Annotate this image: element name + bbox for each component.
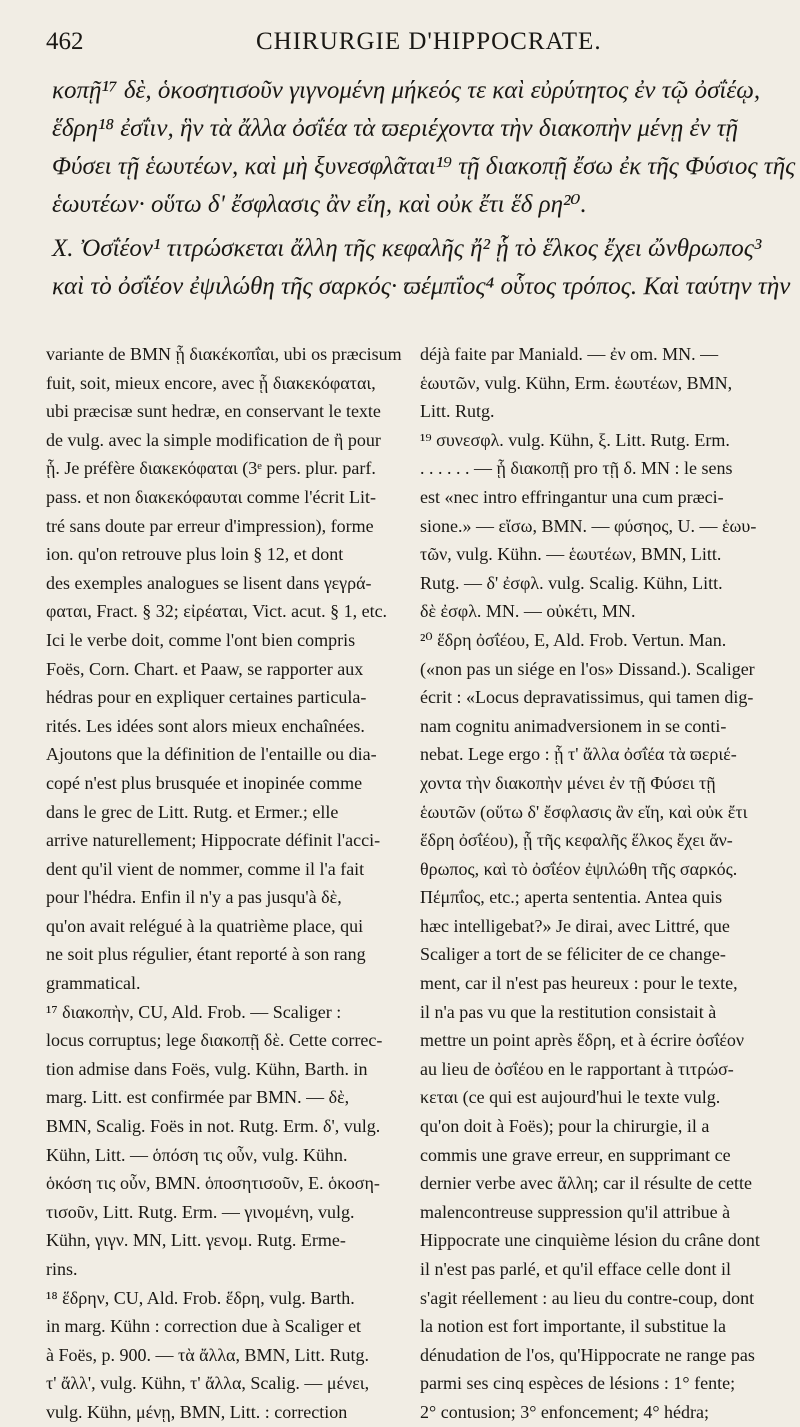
note-line: hédras pour en expliquer certaines particula- [46,687,367,708]
note-line: Hippocrate une cinquième lésion du crâne dont [420,1230,760,1251]
note-line: . . . . . . — ᾗ διακοπῇ pro τῇ δ. MN : le sens [420,458,733,479]
note-line: ment, car il n'est pas heureux : pour le texte, [420,973,738,994]
note-line: ¹⁷ διακοπὴν, CU, Ald. Frob. — Scaliger : [46,1001,342,1022]
note-line: au lieu de ὀσΐέου en le rapportant à τιτρώσ- [420,1058,734,1079]
note-line: arrive naturellement; Hippocrate définit l'acci- [46,830,381,851]
note-line: 2° contusion; 3° enfoncement; 4° hédra; [420,1401,710,1422]
running-title: CHIRURGIE D'HIPPOCRATE. [256,28,602,55]
note-line: («non pas un siége en l'os» Dissand.). Scaliger [420,658,755,679]
note-line: ubi præcisæ sunt hedræ, en conservant le texte [46,401,381,422]
left-notes-column [46,340,406,1427]
note-line: ὁκόση τις οὖν, BMN. ὁποσητισοῦν, E. ὁκοση- [46,1173,380,1194]
note-line: δὲ ἐσφλ. MN. — οὐκέτι, MN. [420,601,636,622]
note-line: fuit, soit, mieux encore, avec ᾗ διακεκόφαται, [46,372,376,393]
note-line: ¹⁸ ἕδρην, CU, Ald. Frob. ἕδρη, vulg. Barth. [46,1287,355,1308]
note-line: est «nec intro effringantur una cum præci- [420,486,724,507]
note-line: déjà faite par Maniald. — ἐν om. MN. — [420,344,719,364]
note-line: ἕδρη ὀσΐέου), ᾗ τῆς κεφαλῆς ἕλκος ἔχει ἄν- [420,830,733,851]
note-line: dernier verbe avec ἄλλη; car il résulte de cette [420,1173,752,1194]
note-line: Kühn, γιγν. MN, Litt. γενομ. Rutg. Ermе- [46,1230,346,1251]
note-line: Ajoutons que la définition de l'entaille ou dia- [46,744,377,765]
note-line: κεται (ce qui est aujourd'hui le texte vulg. [420,1087,721,1108]
note-line: s'agit réellement : au lieu du contre-coup, dont [420,1287,755,1308]
note-line: ἑωυτῶν, vulg. Kühn, Erm. ἑωυτέων, BMN, [420,372,733,393]
note-line: BMN, Scalig. Foës in not. Rutg. Erm. δ', vulg. [46,1116,381,1137]
note-line: la notion est fort importante, il substitue la [420,1316,726,1337]
note-line: pour l'hédra. Enfin il n'y a pas jusqu'à δὲ, [46,887,342,908]
note-line: de vulg. avec la simple modification de ἢ pour [46,429,381,450]
note-line: φαται, Fract. § 32; εἰρέαται, Vict. acut. § 1, etc. [46,601,388,622]
note-line: ion. qu'on retrouve plus loin § 12, et dont [46,544,344,565]
note-line: vulg. Kühn, μένῃ, BMN, Litt. : correction [46,1401,348,1422]
note-line: pass. et non διακεκόφαυται comme l'écrit Lit- [46,486,376,507]
note-line: Rutg. — δ' ἐσφλ. vulg. Scalig. Kühn, Litt. [420,572,723,593]
greek-line: ἑωυτέων· οὕτω δ' ἔσφλασις ἂν εἴη, καὶ οὐκ ἔτι ἕδ ρη²⁰. [52,191,587,218]
note-line: ne soit plus régulier, étant reporté à son rang [46,944,366,965]
note-line: Litt. Rutg. [420,401,495,422]
greek-line: καὶ τὸ ὀσΐέον ἐψιλώθη τῆς σαρκός· ϖέμπΐος⁴ οὗτος τρόπος. Καὶ ταύτην τὴν [52,273,791,300]
note-line: ἑωυτῶν (οὕτω δ' ἔσφλασις ἂν εἴη, καὶ οὐκ ἔτι [420,801,748,822]
note-line: marg. Litt. est confirmée par BMN. — δὲ, [46,1087,350,1108]
note-line: copé n'est plus brusquée et inopinée comme [46,772,363,793]
greek-line: κοπῇ¹⁷ δὲ, ὁκοσητισοῦν γιγνομένη μήκεός τε καὶ εὐρύτητος ἐν τῷ ὀσΐέῳ, [52,77,761,104]
note-line: qu'on avait relégué à la quatrième place, qui [46,915,364,936]
note-line: Foës, Corn. Chart. et Paaw, se rapporter aux [46,658,364,679]
note-line: Scaliger a tort de se féliciter de ce change- [420,944,726,965]
note-line: θρωπος, καὶ τὸ ὀσΐέον ἐψιλώθη τῆς σαρκός. [420,858,738,879]
note-line: locus corruptus; lege διακοπῇ δὲ. Cette correc- [46,1030,383,1051]
note-line: parmi ses cinq espèces de lésions : 1° fente; [420,1373,736,1394]
note-line: nebat. Lege ergo : ᾗ τ' ἄλλα ὀσΐέα τὰ ϖεριέ- [420,744,737,765]
right-notes-column [420,340,770,1427]
note-line: Kühn, Litt. — ὁπόση τις οὖν, vulg. Kühn. [46,1144,348,1165]
note-line: malencontreuse suppression qu'il attribue à [420,1201,731,1222]
page-number: 462 [46,28,84,55]
note-line: ¹⁹ συνεσφλ. vulg. Kühn, ξ. Litt. Rutg. Erm. [420,429,730,450]
note-line: variante de BMN ᾗ διακέκοπΐαι, ubi os præcisum [46,344,402,364]
note-line: il n'a pas vu que la restitution consistait à [420,1001,717,1022]
note-line: commis une grave erreur, en supprimant ce [420,1144,731,1165]
note-line: τ' ἄλλ', vulg. Kühn, τ' ἄλλα, Scalig. — μένει, [46,1373,370,1394]
note-line: dans le grec de Litt. Rutg. et Ermer.; elle [46,801,339,822]
note-line: ²⁰ ἕδρη ὀσΐέου, E, Ald. Frob. Vertun. Man. [420,629,727,650]
greek-line: ἕδρη¹⁸ ἐσΐιν, ἣν τὰ ἄλλα ὀσΐέα τὰ ϖεριέχοντα τὴν διακοπὴν μένῃ ἐν τῇ [52,115,739,142]
note-line: il n'est pas parlé, et qu'il efface celle dont il [420,1259,732,1279]
note-line: hæc intelligebat?» Je dirai, avec Littré, que [420,915,730,936]
note-line: des exemples analogues se lisent dans γεγρά- [46,572,372,593]
note-line: tion admise dans Foës, vulg. Kühn, Barth. in [46,1058,368,1079]
greek-line: X. Ὀσΐέον¹ τιτρώσκεται ἄλλη τῆς κεφαλῆς ἤ² ᾗ τὸ ἕλκος ἔχει ὤνθρωπος³ [52,235,762,262]
note-line: grammatical. [46,973,141,994]
note-line: à Foës, p. 900. — τὰ ἄλλα, BMN, Litt. Rutg. [46,1344,369,1365]
note-line: τισοῦν, Litt. Rutg. Erm. — γινομένη, vulg. [46,1201,355,1222]
note-line: écrit : «Locus depravatissimus, qui tamen dig- [420,687,754,708]
note-line: ᾗ. Je préfère διακεκόφαται (3ᵉ pers. plur. parf. [46,458,376,479]
note-line: dénudation de l'os, qu'Hippocrate ne range pas [420,1344,755,1365]
note-line: qu'on doit à Foës); pour la chirurgie, il a [420,1116,710,1137]
note-line: Πέμπΐος, etc.; aperta sententia. Antea quis [420,887,723,908]
note-line: Ici le verbe doit, comme l'ont bien compris [46,629,356,650]
note-line: dent qu'il vient de nommer, comme il l'a fait [46,858,365,879]
note-line: rités. Les idées sont alors mieux enchaînées. [46,715,365,736]
note-line: tré sans doute par erreur d'impression), forme [46,515,374,536]
note-line: rins. [46,1259,78,1279]
note-line: in marg. Kühn : correction due à Scaliger et [46,1316,362,1337]
greek-line: Φύσει τῇ ἑωυτέων, καὶ μὴ ξυνεσφλᾶται¹⁹ τῇ διακοπῇ ἔσω ἐκ τῆς Φύσιος τῆς [52,153,796,180]
greek-text-block-2 [52,230,791,306]
greek-text-block-1 [52,72,796,224]
note-line: τῶν, vulg. Kühn. — ἑωυτέων, BMN, Litt. [420,544,722,565]
page-header [46,28,766,68]
note-line: sione.» — εἴσω, BMN. — φύσηος, U. — ἑωυ- [420,515,757,536]
note-line: nam cognitu animadversionem in se conti- [420,715,727,736]
note-line: mettre un point après ἕδρη, et à écrire ὀσΐέον [420,1030,745,1051]
note-line: χοντα τὴν διακοπὴν μένει ἐν τῇ Φύσει τῇ [420,772,716,793]
